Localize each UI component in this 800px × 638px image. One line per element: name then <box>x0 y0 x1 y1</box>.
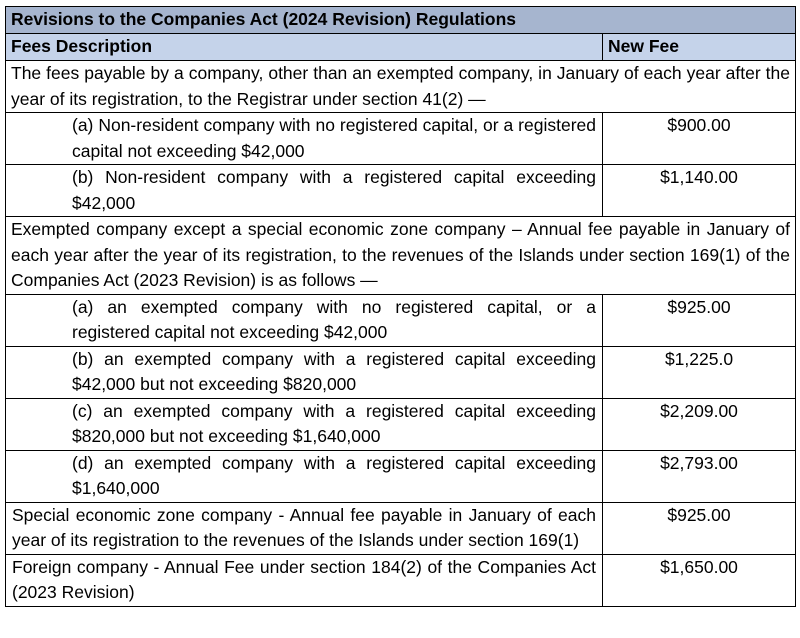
section-intro-row <box>6 217 796 295</box>
table-row <box>6 398 796 450</box>
table-row <box>6 113 796 165</box>
fee-amount: $1,650.00 <box>603 554 796 606</box>
table-row <box>6 554 796 606</box>
fee-description: Foreign company - Annual Fee under section 184(2) of the Companies Act (2023 Revision) <box>6 554 603 606</box>
table-title: Revisions to the Companies Act (2024 Revision) Regulations <box>6 7 796 34</box>
fee-amount: $925.00 <box>603 294 796 346</box>
table-row <box>6 502 796 554</box>
table-title-row <box>6 7 796 34</box>
fee-description: (a) an exempted company with no registered capital, or a registered capital not exceeding $42,000 <box>6 294 603 346</box>
column-header-fee: New Fee <box>603 34 796 61</box>
section-intro-row <box>6 61 796 113</box>
fee-description: (c) an exempted company with a registered capital exceeding $820,000 but not exceeding $1,640,000 <box>6 398 603 450</box>
table-row <box>6 450 796 502</box>
fee-description: (a) Non-resident company with no registered capital, or a registered capital not exceeding $42,000 <box>6 113 603 165</box>
column-header-description: Fees Description <box>6 34 603 61</box>
section-intro-text: Exempted company except a special economic zone company – Annual fee payable in January of each year after the year of its registration, to the revenues of the Islands under section 169(1) of the Companies Act (2023 Revision) is as follows — <box>6 217 796 295</box>
fee-description: (d) an exempted company with a registered capital exceeding $1,640,000 <box>6 450 603 502</box>
fee-amount: $2,209.00 <box>603 398 796 450</box>
column-header-row <box>6 34 796 61</box>
fees-table <box>5 6 796 607</box>
section-intro-text: The fees payable by a company, other than an exempted company, in January of each year after the year of its registration, to the Registrar under section 41(2) — <box>6 61 796 113</box>
table-row <box>6 346 796 398</box>
fee-description: (b) an exempted company with a registered capital exceeding $42,000 but not exceeding $820,000 <box>6 346 603 398</box>
fee-amount: $900.00 <box>603 113 796 165</box>
fee-amount: $1,225.0 <box>603 346 796 398</box>
fee-description: (b) Non-resident company with a registered capital exceeding $42,000 <box>6 165 603 217</box>
table-row <box>6 294 796 346</box>
fee-description: Special economic zone company - Annual fee payable in January of each year of its registration to the revenues of the Islands under section 169(1) <box>6 502 603 554</box>
table-row <box>6 165 796 217</box>
fee-amount: $925.00 <box>603 502 796 554</box>
fee-amount: $2,793.00 <box>603 450 796 502</box>
fee-amount: $1,140.00 <box>603 165 796 217</box>
